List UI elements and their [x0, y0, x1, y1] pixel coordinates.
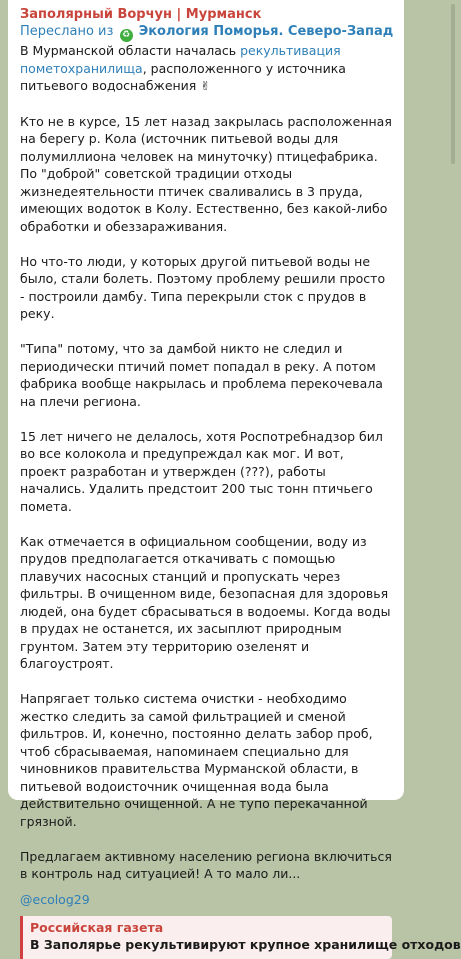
lead-text-after: , расположенного у источника питьевого водоснабжения	[20, 60, 346, 93]
link-preview[interactable]	[20, 916, 461, 959]
paragraph: Но что-то люди, у которых другой питьевой воды не было, стали болеть. Поэтому проблему решили просто - построили дамбу. Типа перекрыли сток с прудов в реку.	[20, 253, 386, 321]
message-bubble	[8, 0, 461, 952]
forwarded-source[interactable]: Экология Поморья. Северо-Запад	[138, 24, 394, 39]
message-text	[20, 42, 392, 883]
recycle-icon: ♻	[120, 29, 133, 42]
paragraph: Кто не в курсе, 15 лет назад закрылась расположенная на берегу р. Кола (источник питьевой воды для полумиллиона человек на минуточку) птицефабрика. По "доброй" советской традиции отходы жизнедеятельности птичек сваливались в 3 пруда, имеющих водоток в Колу. Естественно, без какой-либо обработки и обеззараживания.	[20, 113, 392, 234]
scrollbar-thumb[interactable]	[451, 4, 455, 164]
hashtag-link[interactable]: @ecolog29	[20, 891, 90, 907]
lead-paragraph	[20, 42, 392, 96]
preview-title: В Заполярье рекультивируют крупное хранилище отходов	[30, 936, 461, 952]
forwarded-prefix: Переслано из	[20, 24, 114, 39]
preview-site-name: Российская газета	[30, 919, 164, 935]
recultivation-link[interactable]: рекультивация пометохранилища	[20, 43, 341, 76]
paragraph: "Типа" потому, что за дамбой никто не следил и периодически птичий помет попадал в реку. А потом фабрика вообще накрылась и проблема перекочевала на плечи региона.	[20, 341, 383, 409]
paragraph: Как отмечается в официальном сообщении, воду из прудов предполагается откачивать с помощью плавучих насосных станций и пропускать через фильтры. В очищенном виде, безопасная для здоровья людей, она будет сбрасываться в водоемы. Когда воды в прудах не останется, их засыплют природным грунтом. Затем эту территорию озеленят и благоустроят.	[20, 533, 391, 671]
paragraph: 15 лет ничего не делалось, хотя Роспотребнадзор бил во все колокола и предупреждал как мог. И вот, проект разработан и утвержден (???), работы начались. Удалить предстоит 200 тыс тонн птичьего помета.	[20, 428, 383, 514]
paragraph: Предлагаем активному населению региона включиться в контроль над ситуацией! А то мало ли...	[20, 848, 392, 881]
hand-icon: ✌	[200, 79, 211, 93]
forwarded-header[interactable]	[20, 23, 392, 42]
paragraph: Напрягает только система очистки - необходимо жестко следить за самой фильтрацией и сменой фильтров. И, конечно, постоянно делать забор проб, чтоб сбрасываемая, напоминаем специально для чиновников правительства Мурманской области, в питьевой водоисточник очищенная вода была действительно очищенной. А не тупо перекачанной грязной.	[20, 691, 373, 829]
lead-text-before: В Мурманской области началась	[20, 43, 241, 58]
preview-accent-bar	[20, 916, 23, 959]
channel-title[interactable]: Заполярный Ворчун | Мурманск	[20, 7, 262, 22]
